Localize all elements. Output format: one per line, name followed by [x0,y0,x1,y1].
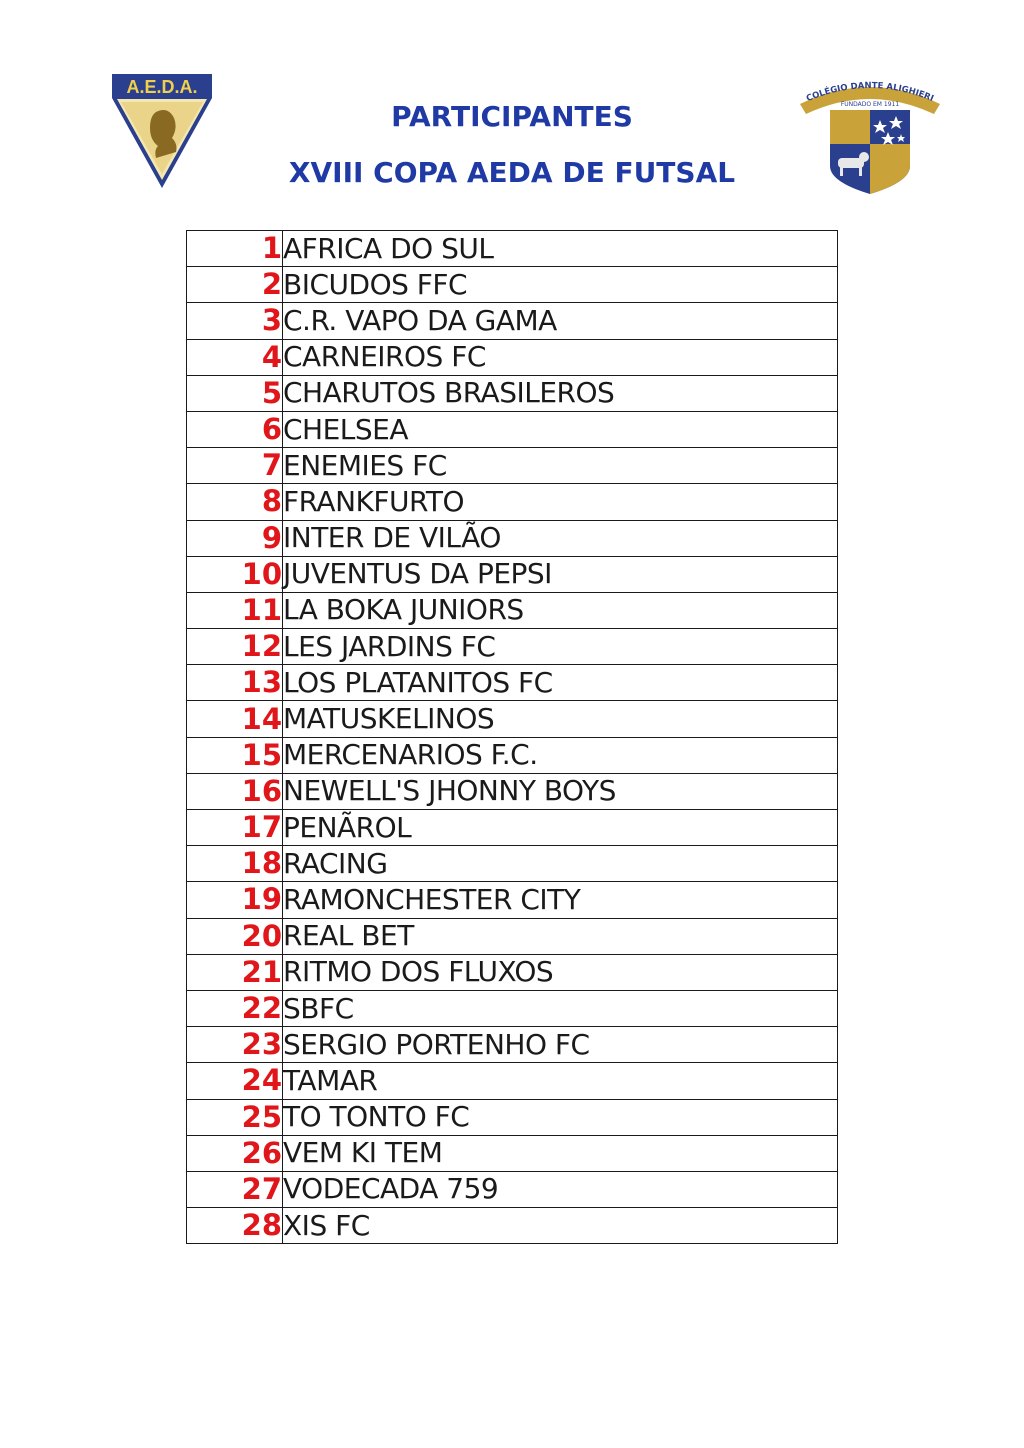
table-row [187,1063,838,1099]
team-number: 8 [187,484,283,520]
team-number: 25 [187,1099,283,1135]
aeda-logo-text: A.E.D.A. [126,77,198,97]
table-row [187,882,838,918]
team-number: 11 [187,592,283,628]
team-number: 21 [187,954,283,990]
team-name: RAMONCHESTER CITY [283,882,838,918]
team-name: TAMAR [283,1063,838,1099]
team-number: 1 [187,231,283,267]
team-name: NEWELL'S JHONNY BOYS [283,773,838,809]
team-number: 22 [187,990,283,1026]
table-row [187,918,838,954]
team-name: PENÃROL [283,810,838,846]
team-number: 17 [187,810,283,846]
team-name: ENEMIES FC [283,448,838,484]
participants-table-body [187,231,838,1244]
team-name: SBFC [283,990,838,1026]
team-number: 24 [187,1063,283,1099]
team-name: FRANKFURTO [283,484,838,520]
table-row [187,411,838,447]
dante-logo-text: COLÉGIO DANTE ALIGHIERI [805,80,936,105]
team-name: LOS PLATANITOS FC [283,665,838,701]
table-row [187,701,838,737]
team-number: 12 [187,629,283,665]
team-name: BICUDOS FFC [283,267,838,303]
team-number: 15 [187,737,283,773]
table-row [187,267,838,303]
team-name: XIS FC [283,1208,838,1244]
team-number: 28 [187,1208,283,1244]
dante-logo-subtext: FUNDADO EM 1911 [840,101,900,108]
table-row [187,773,838,809]
team-number: 14 [187,701,283,737]
table-row [187,629,838,665]
team-number: 19 [187,882,283,918]
team-number: 5 [187,375,283,411]
team-number: 9 [187,520,283,556]
team-number: 13 [187,665,283,701]
table-row [187,665,838,701]
table-row [187,448,838,484]
team-name: RACING [283,846,838,882]
team-number: 4 [187,339,283,375]
team-number: 27 [187,1171,283,1207]
team-name: SERGIO PORTENHO FC [283,1027,838,1063]
team-name: CARNEIROS FC [283,339,838,375]
table-row [187,520,838,556]
team-name: CHELSEA [283,411,838,447]
team-name: AFRICA DO SUL [283,231,838,267]
team-name: RITMO DOS FLUXOS [283,954,838,990]
participants-table [186,230,838,1244]
table-row [187,303,838,339]
team-number: 10 [187,556,283,592]
table-row [187,231,838,267]
team-name: REAL BET [283,918,838,954]
table-row [187,810,838,846]
table-row [187,737,838,773]
table-row [187,1027,838,1063]
table-row [187,990,838,1026]
page-subtitle: XVIII COPA AEDA DE FUTSAL [288,156,736,189]
team-name: INTER DE VILÃO [283,520,838,556]
team-name: VEM KI TEM [283,1135,838,1171]
table-row [187,1208,838,1244]
team-name: MERCENARIOS F.C. [283,737,838,773]
table-row [187,556,838,592]
table-row [187,954,838,990]
table-row [187,339,838,375]
team-name: TO TONTO FC [283,1099,838,1135]
team-number: 16 [187,773,283,809]
table-row [187,1099,838,1135]
table-row [187,846,838,882]
team-number: 23 [187,1027,283,1063]
table-row [187,592,838,628]
team-name: LES JARDINS FC [283,629,838,665]
page-title: PARTICIPANTES [391,100,633,133]
team-name: MATUSKELINOS [283,701,838,737]
team-number: 2 [187,267,283,303]
team-name: C.R. VAPO DA GAMA [283,303,838,339]
team-number: 6 [187,411,283,447]
team-number: 7 [187,448,283,484]
table-row [187,484,838,520]
team-name: LA BOKA JUNIORS [283,592,838,628]
table-row [187,1135,838,1171]
team-number: 20 [187,918,283,954]
team-name: CHARUTOS BRASILEROS [283,375,838,411]
team-number: 18 [187,846,283,882]
table-row [187,1171,838,1207]
team-name: VODECADA 759 [283,1171,838,1207]
team-number: 26 [187,1135,283,1171]
table-row [187,375,838,411]
team-number: 3 [187,303,283,339]
team-name: JUVENTUS DA PEPSI [283,556,838,592]
